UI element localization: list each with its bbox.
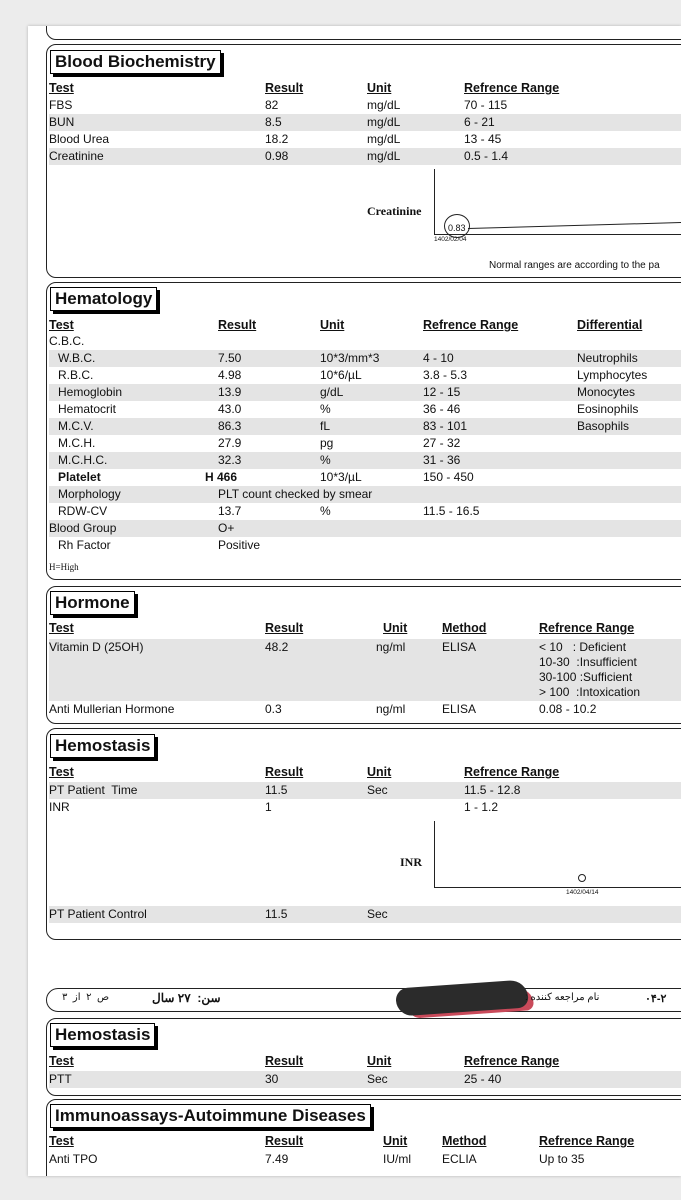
unit: IU/ml <box>383 1152 411 1166</box>
method: ECLIA <box>442 1152 477 1166</box>
report-code: ۰۴-۲ <box>645 993 667 1005</box>
unit: pg <box>320 436 334 450</box>
inr-chart-date: 1402/04/14 <box>566 889 599 896</box>
test-name: INR <box>49 800 70 814</box>
col-header-result: Result <box>265 1134 304 1148</box>
col-header-result: Result <box>265 765 304 779</box>
creatinine-chart-date: 1402/02/04 <box>434 236 467 243</box>
table-row <box>49 97 681 114</box>
result-value: 11.5 <box>265 907 288 921</box>
col-header-range: Refrence Range <box>464 81 560 95</box>
inr-chart-label: INR <box>400 855 423 869</box>
referrer-label: نام مراجعه کننده : <box>525 992 600 1003</box>
table-row <box>49 469 681 486</box>
result-value: 4.98 <box>218 368 242 382</box>
table-row <box>49 401 681 418</box>
range-line-4: > 100 :Intoxication <box>539 685 641 699</box>
result-value: 13.7 <box>218 504 242 518</box>
unit: 10*3/mm*3 <box>320 351 380 365</box>
result-value: 18.2 <box>265 132 289 146</box>
normal-range-note: Normal ranges are according to the pa <box>489 260 660 271</box>
range: Up to 35 <box>539 1152 585 1166</box>
col-header-test: Test <box>49 1134 74 1148</box>
ptt-row <box>49 1071 681 1088</box>
test-name: Blood Urea <box>49 132 110 146</box>
col-header-range: Refrence Range <box>539 621 635 635</box>
col-header-result: Result <box>265 621 304 635</box>
range: 25 - 40 <box>464 1072 502 1086</box>
test-name: M.C.H. <box>58 436 96 450</box>
differential: Basophils <box>577 419 630 433</box>
result-value: 30 <box>265 1072 279 1086</box>
vitamin-d-row <box>49 639 681 701</box>
result-value: PLT count checked by smear <box>218 487 373 501</box>
table-row <box>49 350 681 367</box>
col-header-test: Test <box>49 621 74 635</box>
test-name: M.C.V. <box>58 419 94 433</box>
unit: ng/ml <box>376 640 406 654</box>
range: 0.5 - 1.4 <box>464 149 509 163</box>
inr-chart-axis-x <box>434 887 681 888</box>
range: 4 - 10 <box>423 351 454 365</box>
result-value: 32.3 <box>218 453 242 467</box>
unit: mg/dL <box>367 115 401 129</box>
result-value: H 466 <box>205 470 238 484</box>
unit: 10*6/µL <box>320 368 362 382</box>
section-title: Hemostasis <box>50 734 155 758</box>
test-name: Hemoglobin <box>58 385 123 399</box>
col-header-unit: Unit <box>383 621 408 635</box>
unit: Sec <box>367 783 388 797</box>
result-value: 8.5 <box>265 115 282 129</box>
test-name: BUN <box>49 115 75 129</box>
amh-row <box>49 701 681 718</box>
test-name: Morphology <box>58 487 121 501</box>
col-header-test: Test <box>49 1054 74 1068</box>
test-name: R.B.C. <box>58 368 94 382</box>
result-value: 7.49 <box>265 1152 289 1166</box>
rh-factor-label: Rh Factor <box>58 538 111 552</box>
section-title: Immunoassays-Autoimmune Diseases <box>50 1104 371 1128</box>
method: ELISA <box>442 702 477 716</box>
col-header-result: Result <box>218 318 257 332</box>
range: 0.08 - 10.2 <box>539 702 597 716</box>
test-name: Creatinine <box>49 149 104 163</box>
col-header-test: Test <box>49 318 74 332</box>
inr-chart-axis-y <box>434 821 435 887</box>
test-name: W.B.C. <box>58 351 96 365</box>
blood-group-row <box>49 520 681 537</box>
page-number: ص ۲ از ۳ <box>62 992 110 1003</box>
result-value: 0.98 <box>265 149 289 163</box>
section-title: Blood Biochemistry <box>50 50 221 74</box>
rh-factor-value: Positive <box>218 538 261 552</box>
range-line-1: < 10 : Deficient <box>539 640 627 654</box>
section-title: Hemostasis <box>50 1023 155 1047</box>
differential: Neutrophils <box>577 351 638 365</box>
range: 12 - 15 <box>423 385 461 399</box>
test-name: Anti TPO <box>49 1152 98 1166</box>
unit: mg/dL <box>367 149 401 163</box>
range: 31 - 36 <box>423 453 461 467</box>
col-header-range: Refrence Range <box>464 1054 560 1068</box>
range-line-3: 30-100 :Sufficient <box>539 670 633 684</box>
cbc-row <box>49 333 681 350</box>
unit: % <box>320 504 331 518</box>
creatinine-chart-axis-y <box>434 169 435 234</box>
patient-age: سن: ۲۷ سال <box>152 991 221 1005</box>
rh-factor-row <box>49 537 681 554</box>
inr-row <box>49 799 681 816</box>
test-name: PT Patient Time <box>49 783 138 797</box>
col-header-range: Refrence Range <box>423 318 519 332</box>
col-header-range: Refrence Range <box>539 1134 635 1148</box>
range: 36 - 46 <box>423 402 461 416</box>
col-header-method: Method <box>442 1134 487 1148</box>
table-row <box>49 131 681 148</box>
creatinine-chart-axis-x <box>434 234 681 235</box>
table-row <box>49 418 681 435</box>
range: 1 - 1.2 <box>464 800 499 814</box>
test-name: RDW-CV <box>58 504 108 518</box>
table-row <box>49 435 681 452</box>
col-header-result: Result <box>265 81 304 95</box>
table-row <box>49 114 681 131</box>
table-row <box>49 486 681 503</box>
result-value: 86.3 <box>218 419 242 433</box>
col-header-unit: Unit <box>320 318 345 332</box>
col-header-unit: Unit <box>367 81 392 95</box>
col-header-result: Result <box>265 1054 304 1068</box>
table-row <box>49 452 681 469</box>
pt-time-row <box>49 782 681 799</box>
blood-group-value: O+ <box>218 521 235 535</box>
result-value: 11.5 <box>265 783 288 797</box>
differential: Monocytes <box>577 385 636 399</box>
range: 70 - 115 <box>464 98 508 112</box>
col-header-test: Test <box>49 765 74 779</box>
creatinine-chart-value: 0.83 <box>448 223 466 233</box>
range: 11.5 - 16.5 <box>423 504 480 518</box>
result-value: 13.9 <box>218 385 242 399</box>
col-header-range: Refrence Range <box>464 765 560 779</box>
test-name: FBS <box>49 98 73 112</box>
unit: fL <box>320 419 331 433</box>
differential: Eosinophils <box>577 402 639 416</box>
section-title: Hormone <box>50 591 135 615</box>
result-value: 1 <box>265 800 272 814</box>
result-value: 48.2 <box>265 640 289 654</box>
col-header-unit: Unit <box>367 765 392 779</box>
result-value: 7.50 <box>218 351 242 365</box>
method: ELISA <box>442 640 477 654</box>
result-value: 43.0 <box>218 402 242 416</box>
range: 150 - 450 <box>423 470 474 484</box>
col-header-differential: Differential <box>577 318 643 332</box>
cbc-label: C.B.C. <box>49 334 85 348</box>
test-name: M.C.H.C. <box>58 453 108 467</box>
unit: Sec <box>367 1072 388 1086</box>
inr-chart-point <box>578 874 586 882</box>
report-page <box>28 26 681 1176</box>
high-footnote: H=High <box>49 562 79 572</box>
test-name: Anti Mullerian Hormone <box>49 702 175 716</box>
test-name: Platelet <box>58 470 101 484</box>
test-name: Vitamin D (25OH) <box>49 640 144 654</box>
result-value: 82 <box>265 98 279 112</box>
test-name: Hematocrit <box>58 402 117 416</box>
unit: ng/ml <box>376 702 406 716</box>
unit: % <box>320 402 331 416</box>
result-value: 0.3 <box>265 702 282 716</box>
col-header-unit: Unit <box>367 1054 392 1068</box>
creatinine-chart-label: Creatinine <box>367 204 422 218</box>
col-header-test: Test <box>49 81 74 95</box>
range: 6 - 21 <box>464 115 495 129</box>
test-name: PT Patient Control <box>49 907 147 921</box>
table-row <box>49 384 681 401</box>
table-row <box>49 148 681 165</box>
range-line-2: 10-30 :Insufficient <box>539 655 637 669</box>
test-name: PTT <box>49 1072 72 1086</box>
unit: mg/dL <box>367 98 401 112</box>
range: 83 - 101 <box>423 419 468 433</box>
unit: 10*3/µL <box>320 470 362 484</box>
previous-section-box <box>46 26 681 40</box>
range: 11.5 - 12.8 <box>464 783 521 797</box>
unit: Sec <box>367 907 388 921</box>
result-value: 27.9 <box>218 436 242 450</box>
unit: g/dL <box>320 385 344 399</box>
unit: mg/dL <box>367 132 401 146</box>
anti-tpo-row <box>49 1151 681 1168</box>
table-row <box>49 503 681 520</box>
differential: Lymphocytes <box>577 368 648 382</box>
range: 27 - 32 <box>423 436 461 450</box>
col-header-method: Method <box>442 621 487 635</box>
table-row <box>49 367 681 384</box>
col-header-unit: Unit <box>383 1134 408 1148</box>
range: 3.8 - 5.3 <box>423 368 468 382</box>
range: 13 - 45 <box>464 132 502 146</box>
section-title: Hematology <box>50 287 157 311</box>
blood-group-label: Blood Group <box>49 521 117 535</box>
pt-control-row <box>49 906 681 923</box>
unit: % <box>320 453 331 467</box>
